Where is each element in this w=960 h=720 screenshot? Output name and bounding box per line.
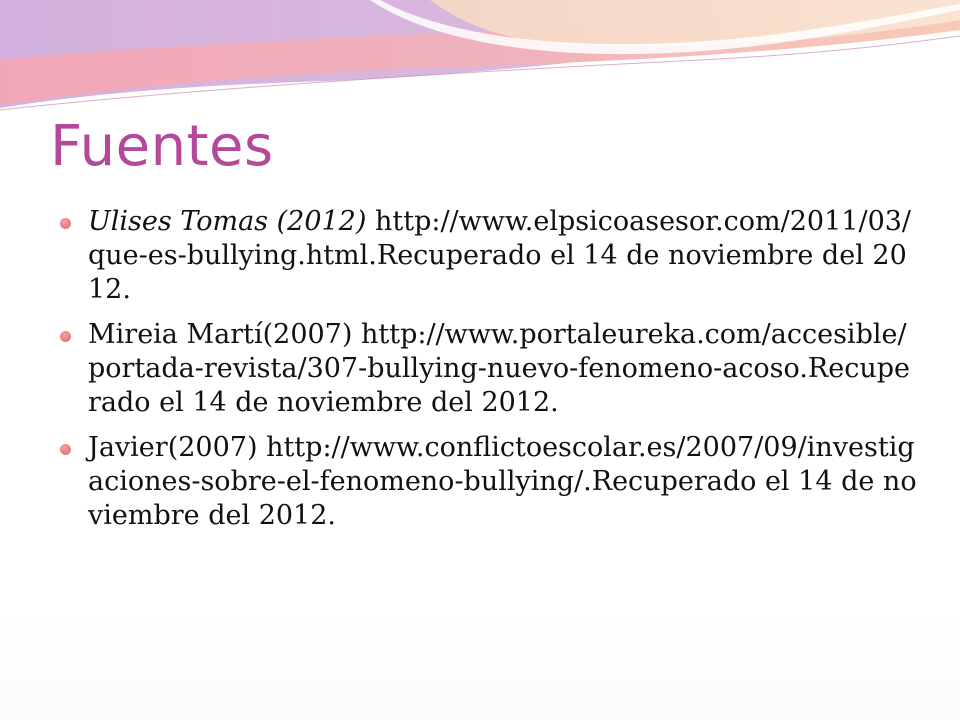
reference-item	[60, 205, 920, 307]
reference-author: Ulises Tomas (2012)	[88, 206, 367, 237]
reference-url-and-date: http://www.elpsicoasesor.com/2011/03/que-es-bullying.html.Recuperado el 14 de noviembre del 2012.	[88, 206, 912, 305]
bullet-dot-icon	[60, 444, 71, 455]
reference-item	[60, 318, 920, 420]
reference-author: Mireia Martí(2007)	[88, 319, 353, 350]
reference-list	[60, 205, 920, 544]
header-wave-decoration	[0, 0, 960, 130]
reference-author: Javier(2007)	[88, 432, 258, 463]
bullet-dot-icon	[60, 218, 71, 229]
reference-url-and-date: http://www.portaleureka.com/accesible/portada-revista/307-bullying-nuevo-fenomeno-acoso.Recuperado el 14 de noviembre del 2012.	[88, 319, 910, 418]
reference-url-and-date: http://www.conflictoescolar.es/2007/09/investigaciones-sobre-el-fenomeno-bullying/.Recuperado el 14 de noviembre del 2012.	[88, 432, 917, 531]
reference-item	[60, 431, 920, 533]
bullet-dot-icon	[60, 331, 71, 342]
slide-title: Fuentes	[50, 114, 274, 179]
